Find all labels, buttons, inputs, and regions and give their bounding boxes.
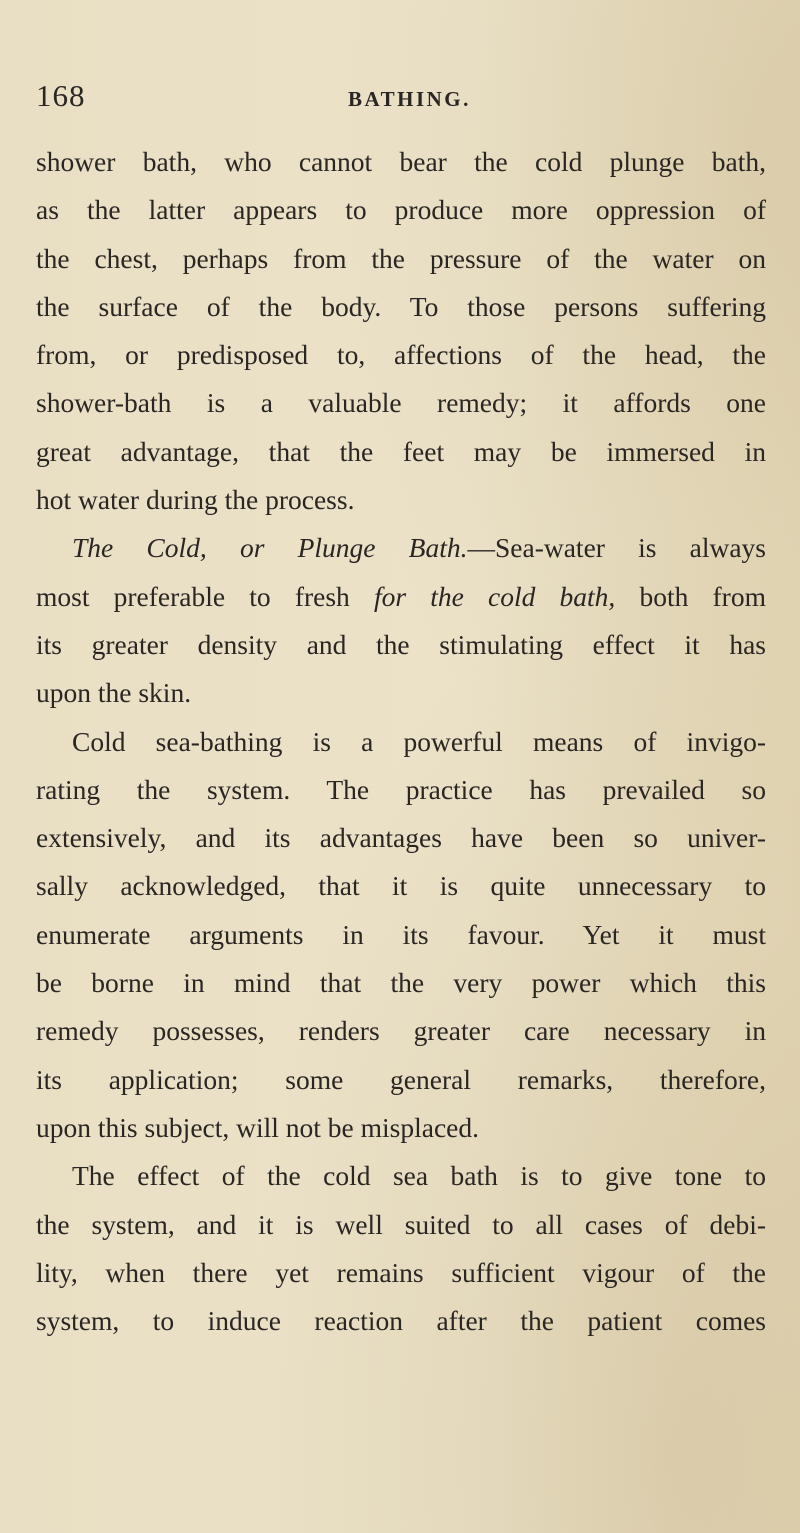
text-line: shower-bath is a valuable remedy; it affords one [36,387,766,419]
text-line: hot water during the process. [36,484,355,516]
text-line: extensively, and its advantages have been so univer- [36,822,766,854]
running-head [36,78,766,118]
text-line: great advantage, that the feet may be immersed in [36,435,766,467]
body-text [36,138,766,1345]
section-heading: The Cold, or Plunge Bath. [72,532,468,564]
text-line: remedy possesses, renders greater care necessary in [36,1015,766,1047]
text-line: its greater density and the stimulating effect it has [36,628,766,660]
text-line: The effect of the cold sea bath is to give tone to [72,1160,766,1192]
text-line: rating the system. The practice has prevailed so [36,773,766,805]
text-span: most preferable to fresh [36,580,374,612]
text-line: enumerate arguments in its favour. Yet it must [36,918,766,950]
text-line: the chest, perhaps from the pressure of the water on [36,242,766,274]
text-span: —Sea-water is always [467,532,766,564]
text-line: Cold sea-bathing is a powerful means of invigo- [72,725,766,757]
text-line: upon the skin. [36,677,192,709]
text-line: from, or predisposed to, affections of the head, the [36,339,766,371]
text-line: lity, when there yet remains sufficient vigour of the [36,1256,766,1288]
italic-span: for the cold bath, [373,580,616,612]
text-line: sally acknowledged, that it is quite unnecessary to [36,870,766,902]
text-line [36,573,766,621]
section-heading-line [36,524,766,572]
text-line: system, to induce reaction after the patient comes [36,1305,766,1337]
text-line: upon this subject, will not be misplaced. [36,1111,479,1143]
running-title: BATHING. [348,87,471,111]
page-number: 168 [36,78,86,113]
text-line: its application; some general remarks, therefore, [36,1063,766,1095]
text-line: the surface of the body. To those persons suffering [36,290,766,322]
text-span: both from [615,580,766,612]
text-line: shower bath, who cannot bear the cold plunge bath, [36,146,766,177]
text-line: be borne in mind that the very power which this [36,967,766,999]
text-line: the system, and it is well suited to all cases of debi- [36,1208,766,1240]
text-line: as the latter appears to produce more oppression of [36,194,766,226]
